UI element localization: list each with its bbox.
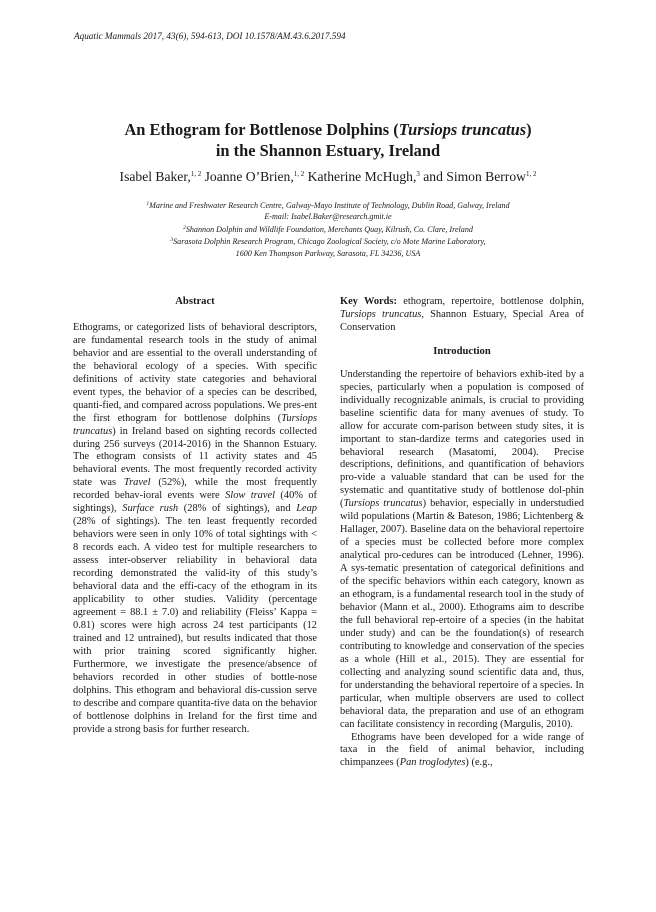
author-name: Isabel Baker, [119, 169, 191, 184]
paper-title [0, 119, 656, 161]
intro-run: ) behavior, especially in understudied wild populations (Martin & Bateson, 1986; Lichtenberg & Hallager, 2007). Baseline data on the behavioral repertoire of a species must be collected before more complex analytical pro-cedures can be introduced (Lehner, 1996). A sys-tematic presentation of categorical definitions and of the specific behaviors within each category, known as an ethogram, is a fundamental research tool in the study of behavior (Mann et al., 2000). Ethograms aim to describe the full behavioral rep-ertoire of a species (in the habitat under study) and can be the foundation(s) of research contributing to knowledge and conservation of the species as a whole (Hill et al., 2015). They are essential for collecting and analyzing sound scientific data and, thus, for understanding the behavioral repertoire of a species. In particular, when multiple observers are used to collect behavioral data, the preparation and use of an ethogram can facilitate consistency in recording (Margulis, 2010). [340, 498, 584, 730]
contact-email: E-mail: Isabel.Baker@research.gmit.ie [264, 212, 392, 222]
affiliation-3-address: 1600 Ken Thompson Parkway, Sarasota, FL 34236, USA [235, 248, 421, 258]
author-affil-mark: 1, 2 [293, 170, 305, 178]
author-affil-mark: 1, 2 [525, 170, 537, 178]
abstract-run: (52%), while the most frequently recorded behav-ioral events were [73, 477, 317, 502]
running-head [74, 31, 346, 41]
journal-issue: (6), [175, 31, 189, 41]
author-4 [423, 169, 536, 184]
journal-volume: 43 [166, 31, 176, 41]
intro-run: Ethograms have been developed for a wide range of taxa in the field of animal behavior, including chimpanzees ( [340, 731, 584, 769]
author-1 [120, 169, 202, 184]
abstract-term: Travel [123, 477, 151, 489]
abstract-text [73, 322, 317, 737]
abstract-run: Ethograms, or categorized lists of behavioral descriptors, are fundamental research tools in the study of animal behavior and are essential to the overall understanding of the behavioral ecology of a species. With specific definitions of activity state categories and behavioral event types, the behavior of a species can be described, quanti-fied, and compared across populations. We pres-ent the first ethogram for bottlenose dolphins ( [73, 321, 317, 424]
keywords-species: Tursiops truncatus [340, 308, 422, 320]
author-name: Joanne O’Brien, [204, 169, 294, 184]
abstract-term: Slow travel [225, 490, 275, 502]
journal-year: 2017, [143, 31, 165, 41]
author-3 [308, 169, 420, 184]
affil-mark: 2 [183, 224, 186, 231]
affiliation-1 [0, 199, 656, 211]
intro-run: Understanding the repertoire of behaviors exhib-ited by a species, particularly when a population is composed of individually recognizable animals, is crucial to providing baseline scientific data for many avenues of study. To allow for accurate com-parison between study sites, it is important to stan-dardize terms and categories used in behavioral research (Masatomi, 2004). Precise descriptions, definitions, and quantification of behaviors pro-vide a valuable standard that can be used for the systematic and quantitative study of bottlenose dol-phin ( [340, 368, 584, 510]
title-species: Tursiops truncatus [398, 120, 527, 139]
abstract-run: (28% of sightings). The ten least frequently recorded behaviors were seen in only 10% of total sightings with < 8 records each. A video test for multiple researchers to assess inter-observer reliability in behavioral data recording demonstrated the valid-ity of this study’s behavioral data and the effi-cacy of the ethogram in its applicability to other studies. Validity (percentage agreement = 88.1 ± 7.0) and reliability (Fleiss’ Kappa = 0.81) scores were high across 24 test participants (12 trained and 12 untrained), but results indicated that those with prior training scored significantly higher. Furthermore, we investigate the presence/absence of behaviors recorded in other studies of bottle-nose dolphins. This ethogram and behavioral dis-cussion serve to describe and compare quantita-tive data on the behavior of bottlenose dolphins in Ireland for the first time and provide a strong basis for further research. [73, 516, 317, 735]
affiliation-2 [0, 223, 656, 235]
affiliation-3 [0, 235, 656, 247]
abstract-run: ) in Ireland based on sighting records collected during 256 surveys (2014-2016) in the Shannon Estuary. The ethogram consists of 11 activity states and 45 behavioral events. The most frequently recorded activity state was [73, 425, 317, 489]
abstract-run: (28% of sightings), and [178, 503, 297, 515]
introduction-paragraph-1 [340, 369, 584, 732]
affil-mark: 3 [170, 237, 174, 244]
right-column [340, 296, 584, 770]
affil-text: Shannon Dolphin and Wildlife Foundation, Merchants Quay, Kilrush, Co. Clare, Ireland [185, 224, 473, 234]
author-name: Katherine McHugh, [307, 169, 417, 184]
author-affil-mark: 1, 2 [190, 170, 202, 178]
abstract-term: Surface rush [122, 503, 179, 515]
affiliations [0, 199, 656, 259]
affil-text: Marine and Freshwater Research Centre, Galway-Mayo Institute of Technology, Dublin Road, Galway, Ireland [149, 201, 510, 210]
abstract-species: Tursiops truncatus [73, 412, 317, 437]
introduction-heading: Introduction [433, 345, 491, 357]
introduction-paragraph-2 [340, 732, 584, 771]
title-text-close: ) [526, 120, 532, 139]
intro-species: Tursiops truncatus [343, 498, 423, 510]
author-name: and Simon Berrow [423, 169, 526, 184]
keywords [340, 296, 584, 335]
keywords-run: ethogram, repertoire, bottlenose dolphin, [396, 296, 584, 307]
affil-mark: 1 [146, 201, 150, 207]
abstract-run: (40% of sightings), [73, 490, 318, 515]
keywords-label: Key Words: [340, 296, 397, 307]
left-column [73, 296, 317, 736]
intro-species: Pan troglodytes [399, 757, 466, 769]
title-text: An Ethogram for Bottlenose Dolphins ( [124, 120, 399, 139]
author-list [0, 169, 656, 185]
intro-run: ) (e.g., [465, 757, 493, 769]
journal-name: Aquatic Mammals [74, 31, 142, 41]
affil-text: Sarasota Dolphin Research Program, Chicago Zoological Society, c/o Mote Marine Laboratory, [173, 237, 486, 247]
author-2 [205, 169, 305, 184]
keywords-run: , Shannon Estuary, Special Area of Conservation [340, 308, 584, 333]
journal-pages-doi: 594-613, DOI 10.1578/AM.43.6.2017.594 [190, 31, 346, 41]
title-line-2: in the Shannon Estuary, Ireland [215, 141, 441, 160]
abstract-term: Leap [296, 503, 317, 515]
abstract-heading: Abstract [175, 296, 215, 307]
title-line-1 [0, 119, 656, 140]
author-affil-mark: 3 [416, 170, 420, 178]
